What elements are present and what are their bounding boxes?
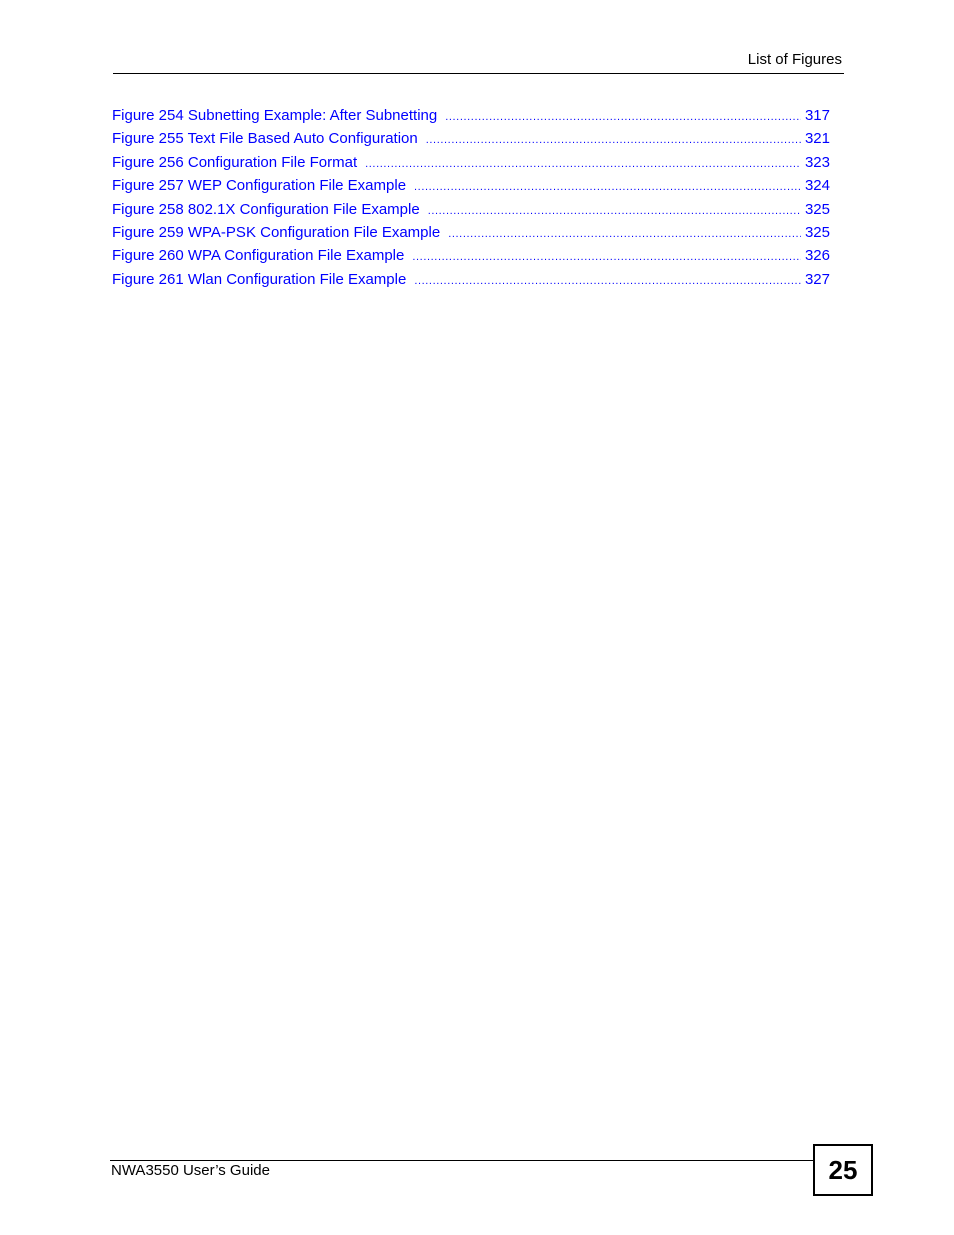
toc-entry-page: 325	[804, 200, 830, 218]
dot-leader	[445, 107, 801, 127]
toc-entry-title: Figure 256 Configuration File Format	[112, 153, 358, 171]
toc-entry-page: 325	[804, 223, 830, 241]
toc-entry-page: 321	[804, 130, 830, 148]
dot-leader	[414, 177, 801, 197]
dot-leader	[426, 130, 801, 150]
toc-entry-figure-258[interactable]	[112, 200, 830, 223]
page-number-box	[813, 1144, 873, 1196]
running-header-title: List of Figures	[747, 51, 842, 68]
toc-entry-title: Figure 260 WPA Configuration File Example	[112, 247, 405, 265]
toc-entry-page: 324	[804, 177, 830, 195]
dot-leader	[412, 247, 801, 267]
list-of-figures	[112, 106, 830, 293]
page-number: 25	[828, 1154, 858, 1185]
toc-entry-page: 326	[804, 247, 830, 265]
toc-entry-title: Figure 254 Subnetting Example: After Subnetting	[112, 107, 438, 124]
toc-entry-title: Figure 258 802.1X Configuration File Example	[112, 200, 420, 218]
toc-entry-figure-257[interactable]	[112, 176, 830, 199]
dot-leader	[448, 224, 801, 244]
toc-entry-figure-260[interactable]	[112, 246, 830, 269]
toc-entry-title: Figure 259 WPA-PSK Configuration File Example	[112, 223, 441, 241]
dot-leader	[428, 201, 801, 221]
toc-entry-page: 327	[804, 270, 830, 288]
toc-entry-title: Figure 255 Text File Based Auto Configuration	[112, 130, 418, 148]
toc-entry-figure-255[interactable]	[112, 129, 830, 152]
toc-entry-page: 323	[804, 153, 830, 171]
toc-entry-title: Figure 257 WEP Configuration File Example	[112, 177, 407, 195]
toc-entry-title: Figure 261 Wlan Configuration File Example	[112, 270, 407, 288]
header-divider	[113, 73, 844, 74]
toc-entry-figure-261[interactable]	[112, 270, 830, 293]
dot-leader	[414, 271, 801, 291]
footer-guide-title: NWA3550 User’s Guide	[111, 1162, 270, 1179]
toc-entry-figure-256[interactable]	[112, 153, 830, 176]
toc-entry-page: 317	[804, 107, 830, 124]
footer-divider	[110, 1160, 814, 1161]
dot-leader	[365, 154, 801, 174]
toc-entry-figure-254[interactable]	[112, 106, 830, 129]
toc-entry-figure-259[interactable]	[112, 223, 830, 246]
